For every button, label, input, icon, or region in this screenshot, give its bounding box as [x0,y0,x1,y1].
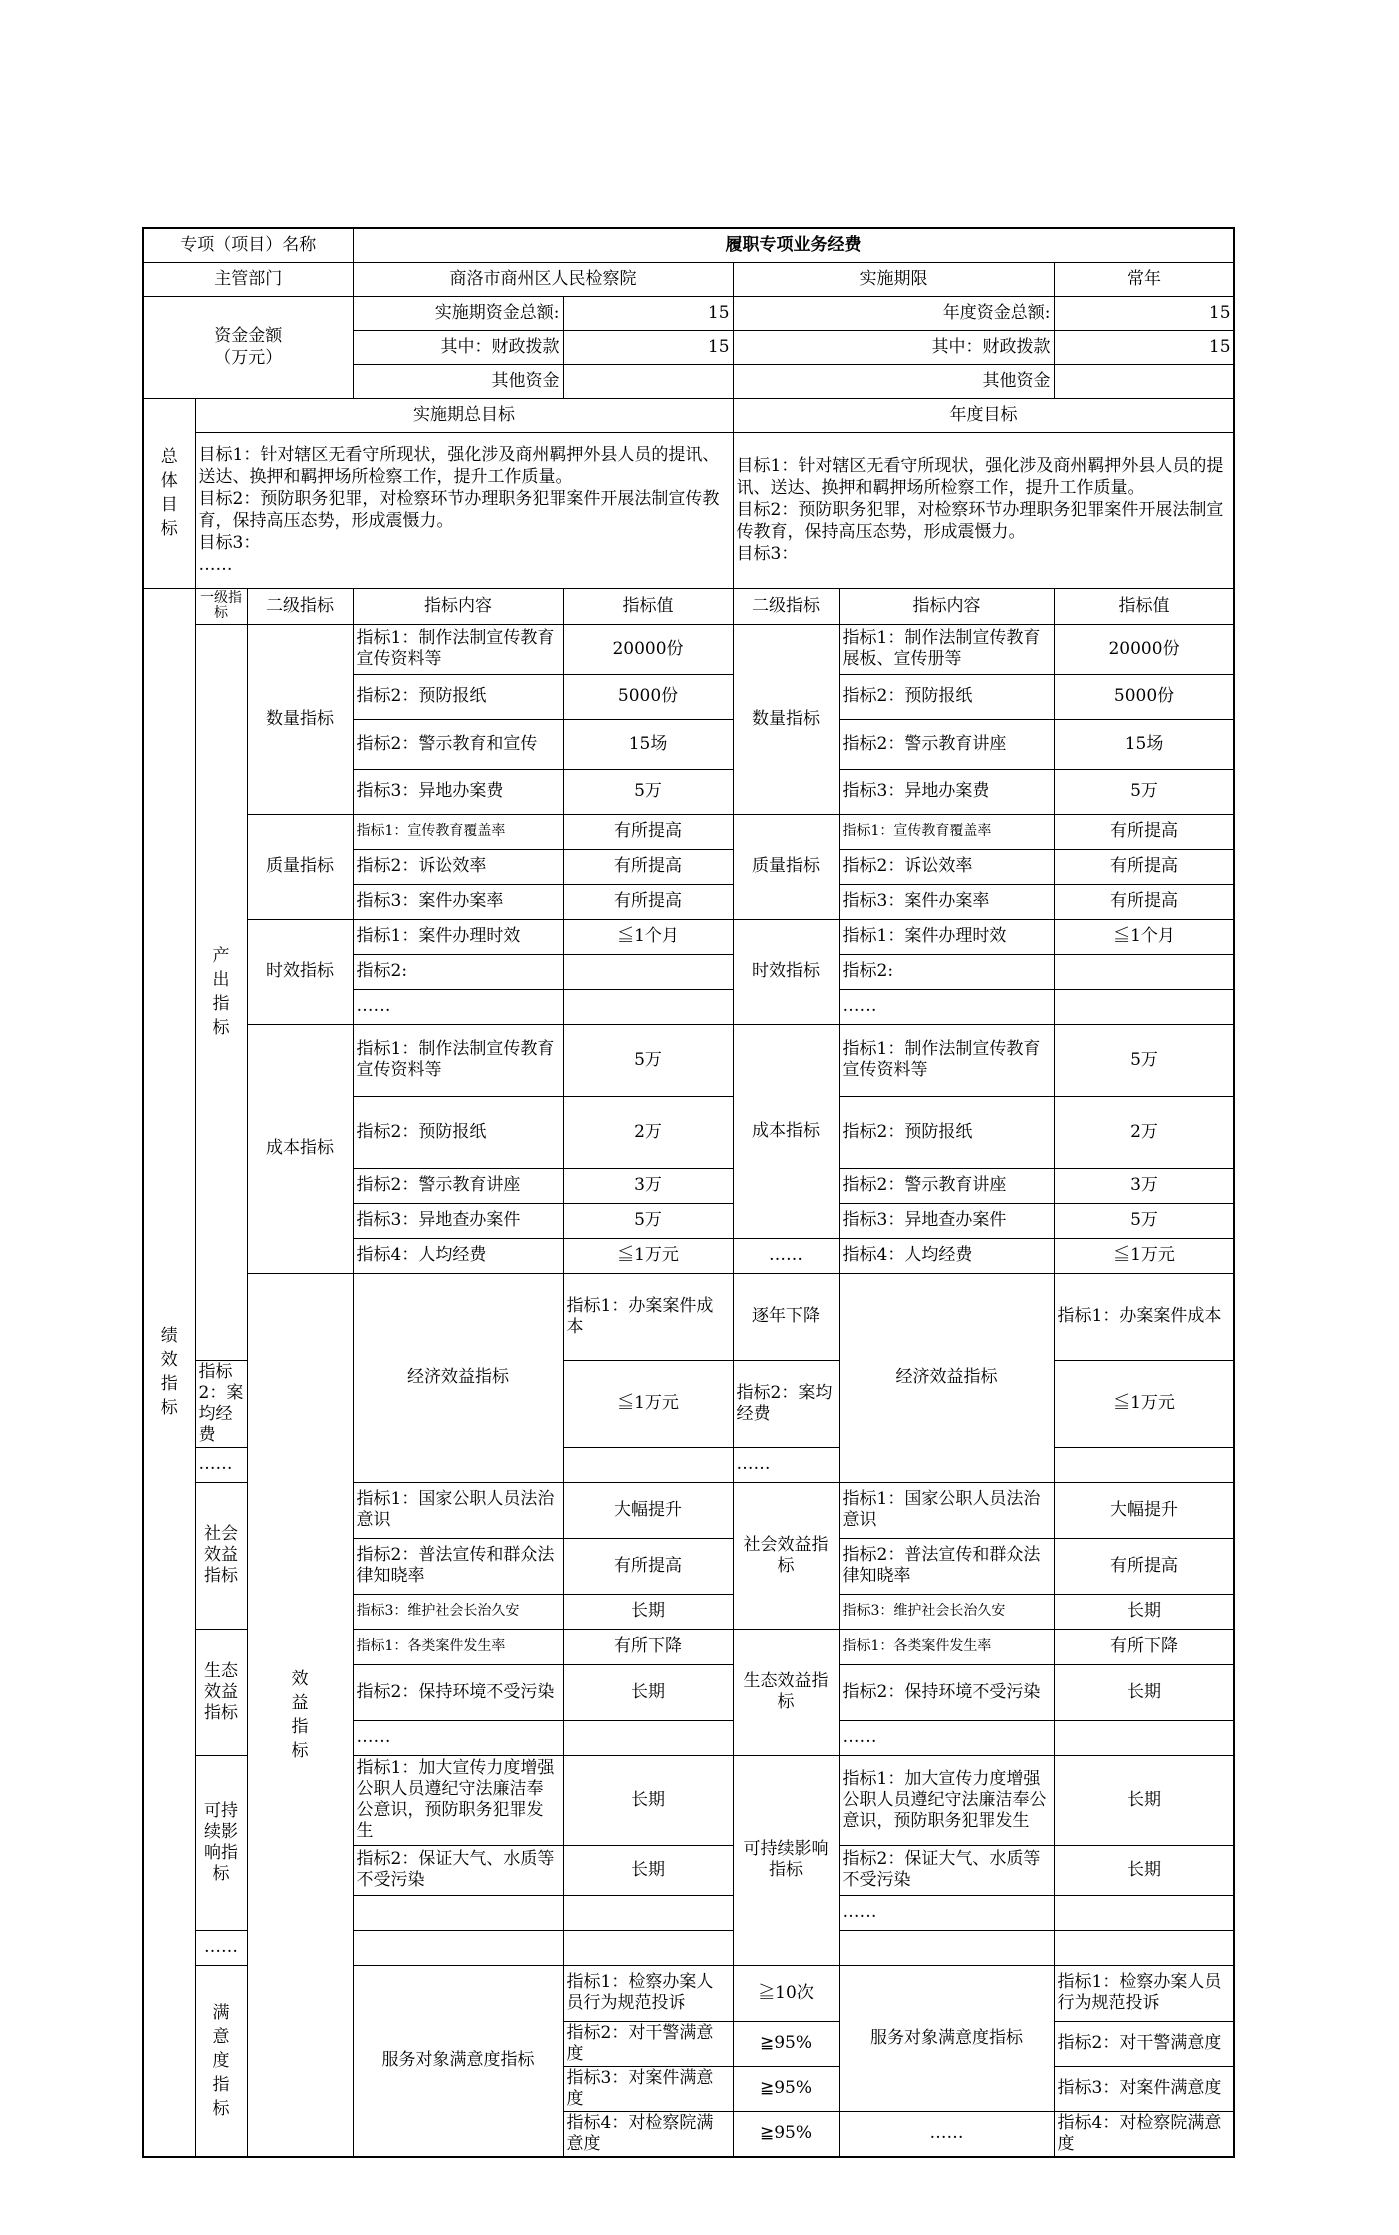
col-value-left: 指标值 [563,588,733,624]
indicator-content: 指标2：预防报纸 [839,674,1054,719]
indicator-content [353,1930,563,1965]
indicator-value: 3万 [563,1168,733,1203]
economic-label-right: 经济效益指标 [839,1273,1054,1482]
indicator-content: 指标1：检察办案人员行为规范投诉 [1054,1965,1234,2021]
indicator-value: ≧95% [733,2066,839,2111]
indicator-content: 指标1：制作法制宣传教育展板、宣传册等 [839,624,1054,674]
indicator-content: 指标1：国家公职人员法治意识 [353,1482,563,1538]
indicator-content: 指标1：国家公职人员法治意识 [839,1482,1054,1538]
indicator-value: 有所提高 [563,884,733,919]
indicator-value: 15场 [563,719,733,769]
indicator-content: 指标2: [839,954,1054,989]
indicator-value: 5万 [1054,1203,1234,1238]
dept-label: 主管部门 [143,262,353,296]
economic-label-left: 经济效益指标 [353,1273,563,1482]
indicator-content: 指标3：对案件满意度 [563,2066,733,2111]
indicator-value: 长期 [1054,1664,1234,1720]
col-content-left: 指标内容 [353,588,563,624]
indicator-content: 指标4：对检察院满意度 [563,2111,733,2157]
funds-year-other-value [1054,364,1234,398]
goals-period-text: 目标1：针对辖区无看守所现状，强化涉及商州羁押外县人员的提讯、送达、换押和羁押场所检察工作，提升工作质量。 目标2：预防职务犯罪，对检察环节办理职务犯罪案件开展法制宣传教育，保持高压态势，形成震慑力。 目标3： …… [195,432,733,588]
indicator-value: ≦1个月 [563,919,733,954]
indicator-value [563,1895,733,1930]
funds-other-value [563,364,733,398]
indicator-content: 指标1：检察办案人员行为规范投诉 [563,1965,733,2021]
indicator-value: 有所提高 [563,849,733,884]
indicator-value: 15场 [1054,719,1234,769]
indicator-content: 指标1：宣传教育覆盖率 [353,814,563,849]
indicator-content: 指标3：对案件满意度 [1054,2066,1234,2111]
indicator-value [1054,1895,1234,1930]
quality-label-left: 质量指标 [247,814,353,919]
indicator-value: ≦1个月 [1054,919,1234,954]
col-level1: 一级指标 [195,588,247,624]
indicator-value: 5万 [1054,1024,1234,1096]
benefit-label: 效 益 指 标 [247,1273,353,2157]
indicator-content: 指标4：人均经费 [353,1238,563,1273]
cost-label-left: 成本指标 [247,1024,353,1273]
sustainable-label-right: 可持续影响指标 [733,1755,839,1965]
indicator-content: 指标2：对干警满意度 [1054,2021,1234,2066]
indicator-content: 指标2：普法宣传和群众法律知晓率 [839,1538,1054,1594]
indicator-content: 指标2：警示教育和宣传 [353,719,563,769]
indicator-content: 指标1：案件办理时效 [353,919,563,954]
indicator-value: 5万 [563,769,733,814]
period-label: 实施期限 [733,262,1054,296]
funds-year-fiscal-value: 15 [1054,330,1234,364]
funds-fiscal-value: 15 [563,330,733,364]
indicator-value: 5万 [1054,769,1234,814]
indicator-content: 指标3：维护社会长治久安 [839,1594,1054,1629]
indicator-content: 指标1：宣传教育覆盖率 [839,814,1054,849]
indicator-ellipsis: …… [353,1720,563,1755]
indicator-content: 指标1：各类案件发生率 [839,1629,1054,1664]
indicator-content: 指标1：制作法制宣传教育宣传资料等 [353,624,563,674]
indicator-value: 长期 [1054,1845,1234,1895]
quantity-label-right: 数量指标 [733,624,839,814]
indicator-value: 有所下降 [563,1629,733,1664]
indicator-value: 2万 [1054,1096,1234,1168]
indicator-value: 2万 [563,1096,733,1168]
indicator-value: 3万 [1054,1168,1234,1203]
quantity-label-left: 数量指标 [247,624,353,814]
indicator-value: 5000份 [563,674,733,719]
funds-label: 资金金额 （万元） [143,296,353,398]
quality-label-right: 质量指标 [733,814,839,919]
indicator-content: 指标2：诉讼效率 [839,849,1054,884]
service-label-left: 服务对象满意度指标 [353,1965,563,2157]
col-level2-right: 二级指标 [733,588,839,624]
output-label: 产 出 指 标 [195,624,247,1360]
indicator-content: 指标1：案件办理时效 [839,919,1054,954]
ecological-label-left: 生态效益指标 [195,1629,247,1755]
col-content-right: 指标内容 [839,588,1054,624]
indicator-content: 指标4：对检察院满意度 [1054,2111,1234,2157]
indicator-ellipsis: …… [353,989,563,1024]
indicator-value: 长期 [563,1664,733,1720]
indicator-content: 指标3：异地查办案件 [353,1203,563,1238]
indicator-content: 指标3：案件办案率 [353,884,563,919]
funds-year-other-label: 其他资金 [733,364,1054,398]
indicator-content: 指标2：普法宣传和群众法律知晓率 [353,1538,563,1594]
indicator-content: 指标2：保证大气、水质等不受污染 [839,1845,1054,1895]
indicator-ellipsis: …… [839,1720,1054,1755]
indicator-ellipsis: …… [839,989,1054,1024]
indicator-value: 长期 [1054,1594,1234,1629]
indicator-value [1054,954,1234,989]
indicator-content: 指标2：案均经费 [733,1360,839,1447]
funds-total-value: 15 [563,296,733,330]
satisfaction-label: 满 意 度 指 标 [195,1965,247,2157]
indicator-value: 大幅提升 [1054,1482,1234,1538]
indicator-value: 5000份 [1054,674,1234,719]
indicator-content: 指标2: [353,954,563,989]
indicator-content: 指标1：制作法制宣传教育宣传资料等 [353,1024,563,1096]
timeliness-label-left: 时效指标 [247,919,353,1024]
benefit-ellipsis-left: …… [195,1930,247,1965]
period-value: 常年 [1054,262,1234,296]
indicator-content: 指标2：警示教育讲座 [839,719,1054,769]
indicator-content: 指标2：保持环境不受污染 [353,1664,563,1720]
funds-total-label: 实施期资金总额: [353,296,563,330]
indicator-value: 大幅提升 [563,1482,733,1538]
indicator-value: ≦1万元 [563,1360,733,1447]
indicator-content: 指标1：各类案件发生率 [353,1629,563,1664]
project-name-label: 专项（项目）名称 [143,228,353,262]
perf-label: 绩 效 指 标 [143,588,195,2157]
sustainable-label-left: 可持续影响指标 [195,1755,247,1930]
indicator-value [563,989,733,1024]
indicator-value: 长期 [1054,1755,1234,1845]
funds-other-label: 其他资金 [353,364,563,398]
indicator-value: 5万 [563,1203,733,1238]
indicator-value: 长期 [563,1594,733,1629]
indicator-value [563,954,733,989]
goals-year-header: 年度目标 [733,398,1234,432]
indicator-content [839,1930,1054,1965]
indicator-value: ≦1万元 [563,1238,733,1273]
indicator-ellipsis: …… [839,1895,1054,1930]
social-label-right: 社会效益指标 [733,1482,839,1629]
indicator-ellipsis: …… [733,1447,839,1482]
indicator-content: 指标3：案件办案率 [839,884,1054,919]
ecological-label-right: 生态效益指标 [733,1629,839,1755]
cost-ellipsis-right: …… [733,1238,839,1273]
indicator-content [353,1895,563,1930]
indicator-content: 指标2：保持环境不受污染 [839,1664,1054,1720]
indicator-content: 指标2：预防报纸 [353,1096,563,1168]
indicator-content: 指标2：预防报纸 [353,674,563,719]
indicator-content: 指标3：异地查办案件 [839,1203,1054,1238]
indicator-content: 指标2：案均经费 [195,1360,247,1447]
indicator-content: 指标2：对干警满意度 [563,2021,733,2066]
indicator-value: ≧95% [733,2021,839,2066]
indicator-value: 有所提高 [1054,849,1234,884]
dept-value: 商洛市商州区人民检察院 [353,262,733,296]
project-name-value: 履职专项业务经费 [353,228,1234,262]
indicator-value: 有所提高 [563,1538,733,1594]
indicator-value: ≧10次 [733,1965,839,2021]
goals-year-text: 目标1：针对辖区无看守所现状，强化涉及商州羁押外县人员的提讯、送达、换押和羁押场所检察工作，提升工作质量。 目标2：预防职务犯罪，对检察环节办理职务犯罪案件开展法制宣传教育，保持高压态势，形成震慑力。 目标3： [733,432,1234,588]
indicator-content: 指标1：办案案件成本 [1054,1273,1234,1360]
goals-period-header: 实施期总目标 [195,398,733,432]
indicator-value [563,1720,733,1755]
indicator-value: 5万 [563,1024,733,1096]
goals-label: 总 体 目 标 [143,398,195,588]
indicator-content: 指标2：诉讼效率 [353,849,563,884]
col-value-right: 指标值 [1054,588,1234,624]
indicator-value: 20000份 [1054,624,1234,674]
indicator-content: 指标1：制作法制宣传教育宣传资料等 [839,1024,1054,1096]
funds-year-total-value: 15 [1054,296,1234,330]
indicator-value: 有所下降 [1054,1629,1234,1664]
indicator-content: 指标2：警示教育讲座 [353,1168,563,1203]
indicator-content: 指标1：加大宣传力度增强公职人员遵纪守法廉洁奉公意识，预防职务犯罪发生 [353,1755,563,1845]
indicator-value [563,1930,733,1965]
indicator-value: 长期 [563,1845,733,1895]
indicator-value: ≦1万元 [1054,1360,1234,1447]
indicator-value: 有所提高 [1054,1538,1234,1594]
funds-year-total-label: 年度资金总额: [733,296,1054,330]
indicator-ellipsis: …… [195,1447,247,1482]
funds-fiscal-label: 其中：财政拨款 [353,330,563,364]
indicator-value [1054,1447,1234,1482]
col-level2-left: 二级指标 [247,588,353,624]
indicator-content: 指标2：保证大气、水质等不受污染 [353,1845,563,1895]
indicator-value: 有所提高 [563,814,733,849]
cost-label-right: 成本指标 [733,1024,839,1238]
timeliness-label-right: 时效指标 [733,919,839,1024]
indicator-value [1054,1930,1234,1965]
service-label-right: 服务对象满意度指标 [839,1965,1054,2111]
indicator-content: 指标3：异地办案费 [839,769,1054,814]
indicator-content: 指标1：办案案件成本 [563,1273,733,1360]
indicator-content: 指标2：警示教育讲座 [839,1168,1054,1203]
indicator-content: 指标3：维护社会长治久安 [353,1594,563,1629]
satisfaction-ellipsis-right: …… [839,2111,1054,2157]
performance-goal-table [142,227,1235,2158]
indicator-value [563,1447,733,1482]
indicator-value: 20000份 [563,624,733,674]
indicator-value [1054,989,1234,1024]
indicator-value: ≦1万元 [1054,1238,1234,1273]
indicator-value: 长期 [563,1755,733,1845]
indicator-value [1054,1720,1234,1755]
funds-year-fiscal-label: 其中：财政拨款 [733,330,1054,364]
social-label-left: 社会效益指标 [195,1482,247,1629]
indicator-value: 逐年下降 [733,1273,839,1360]
indicator-content: 指标4：人均经费 [839,1238,1054,1273]
indicator-content: 指标1：加大宣传力度增强公职人员遵纪守法廉洁奉公意识，预防职务犯罪发生 [839,1755,1054,1845]
indicator-content: 指标3：异地办案费 [353,769,563,814]
indicator-value: 有所提高 [1054,814,1234,849]
indicator-content: 指标2：预防报纸 [839,1096,1054,1168]
indicator-value: ≧95% [733,2111,839,2157]
indicator-value: 有所提高 [1054,884,1234,919]
